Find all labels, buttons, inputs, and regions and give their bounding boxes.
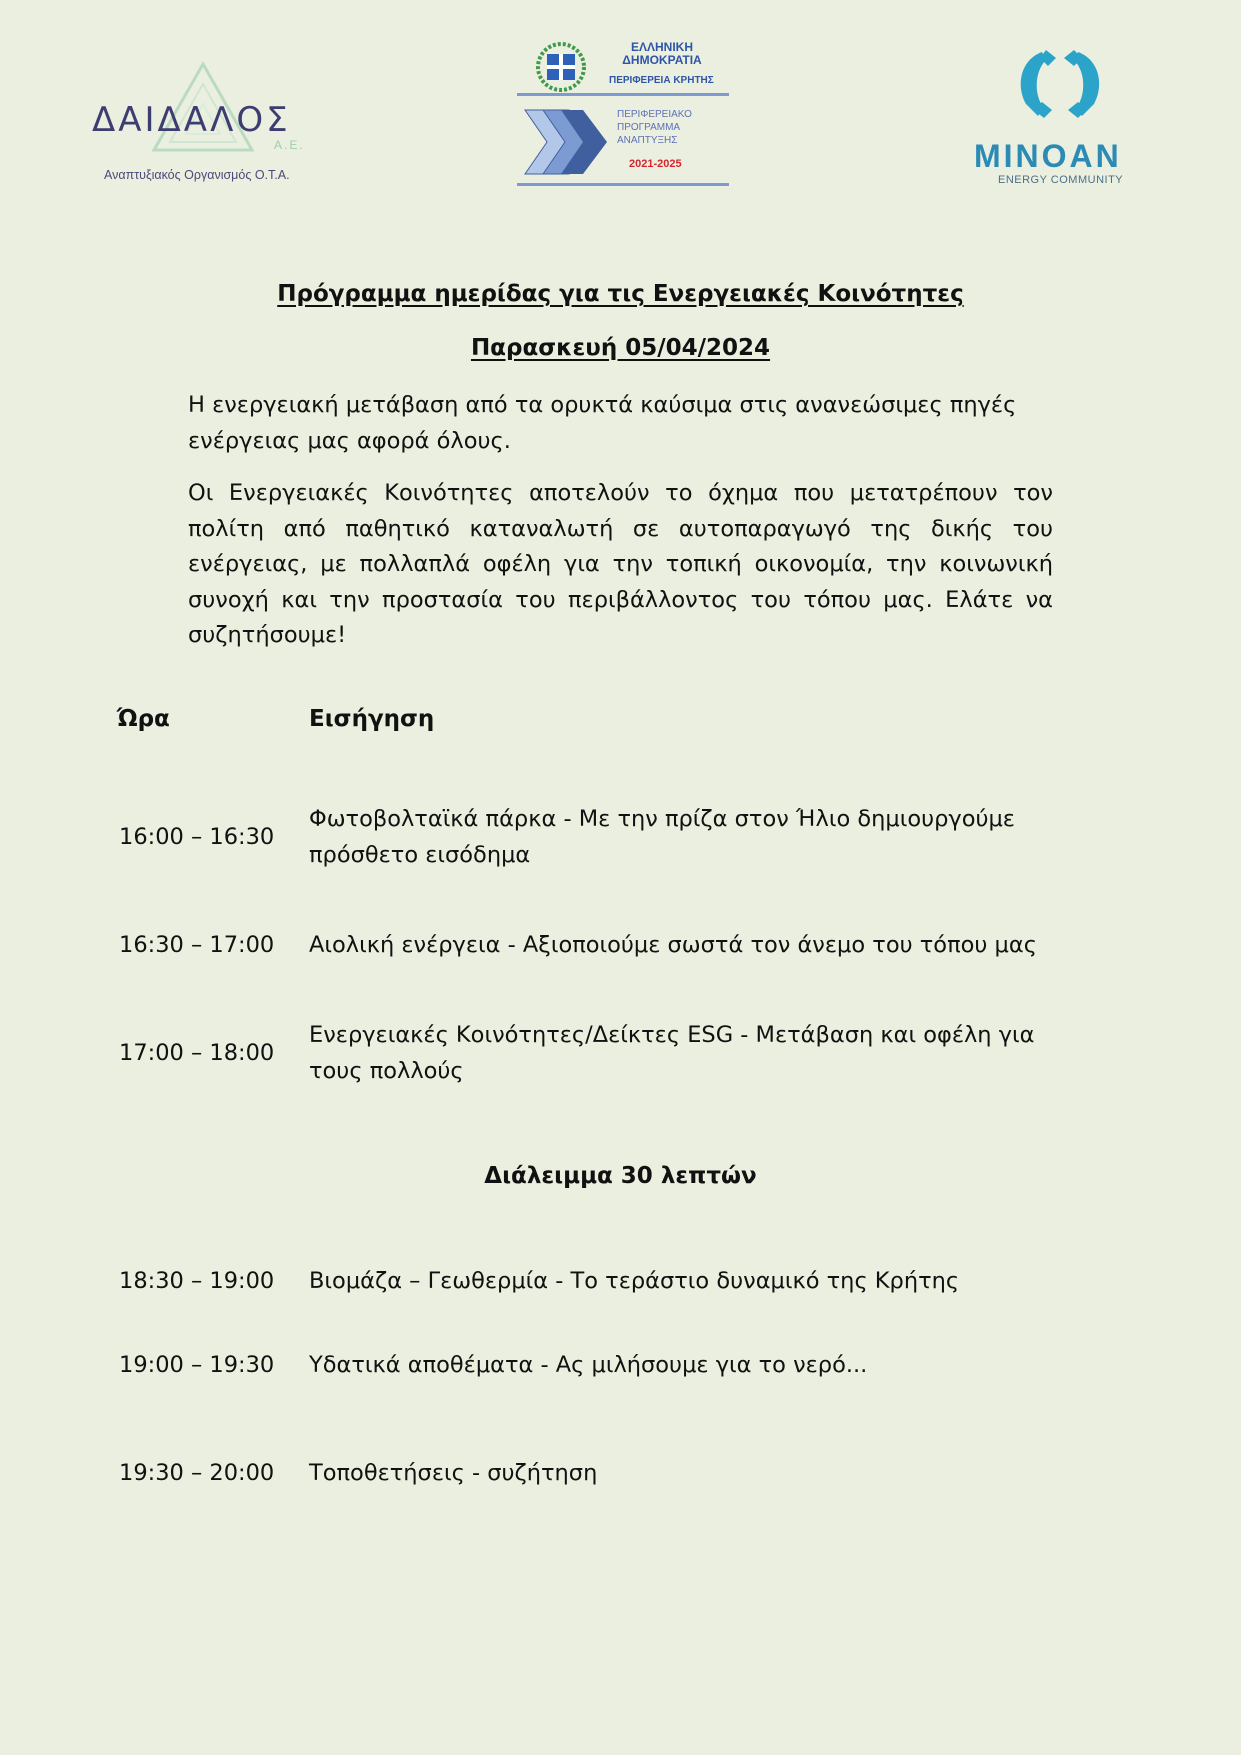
schedule-time: 16:30 – 17:00 [119,932,275,958]
intro-paragraph-1: Η ενεργειακή μετάβαση από τα ορυκτά καύσιμα στις ανανεώσιμες πηγές ενέργειας μας αφορά όλους. [188,392,1017,454]
daidalos-name: ΔΑΙΔΑΛΟΣ [92,100,291,140]
schedule-header-talk: Εισήγηση [309,706,435,732]
schedule-time: 19:00 – 19:30 [119,1352,275,1378]
program-label: ΠΕΡΙΦΕΡΕΙΑΚΟ ΠΡΟΓΡΑΜΜΑ ΑΝΑΠΤΥΞΗΣ [617,109,692,146]
schedule-talk: Βιομάζα – Γεωθερμία - Το τεράστιο δυναμικό της Κρήτης [309,1268,960,1294]
schedule-time: 19:30 – 20:00 [119,1460,275,1486]
schedule-talk: Ενεργειακές Κοινότητες/Δείκτες ESG - Μετάβαση και οφέλη για τους πολλούς [309,1022,1035,1084]
schedule-talk: Τοποθετήσεις - συζήτηση [309,1460,598,1486]
crete-region-logo [517,38,731,188]
schedule-talk: Αιολική ενέργεια - Αξιοποιούμε σωστά τον άνεμο του τόπου μας [309,932,1037,958]
schedule-talk: Υδατικά αποθέματα - Ας μιλήσουμε για το νερό... [309,1352,868,1378]
logo-rule [517,93,729,96]
daidalos-logo [88,58,308,188]
document-title: Πρόγραμμα ημερίδας για τις Ενεργειακές Κοινότητες [277,281,964,307]
logo-rule [517,183,729,186]
minoan-logo [970,46,1150,186]
chevrons-icon [523,106,615,178]
minoan-mark-icon [1012,46,1108,122]
minoan-name: MINOAN [974,138,1122,174]
schedule-talk: Φωτοβολταϊκά πάρκα - Με την πρίζα στον Ήλιο δημιουργούμε πρόσθετο εισόδημα [309,806,1015,868]
intro-paragraph-2: Οι Ενεργειακές Κοινότητες αποτελούν το όχημα που μετατρέπουν τον πολίτη από παθητικό καταναλωτή σε αυτοπαραγωγό της δικής του ενέργειας, με πολλαπλά οφέλη για την τοπική οικονομία, την κοινωνική συνοχή και την προστασία του περιβάλλοντος του τόπου μας. Ελάτε να συζητήσουμε! [188,480,1053,648]
greek-republic-label: ΕΛΛΗΝΙΚΗ ΔΗΜΟΚΡΑΤΙΑ [622,40,702,67]
daidalos-suffix: Α.Ε. [274,138,305,152]
document-date: Παρασκευή 05/04/2024 [470,335,771,361]
logo-header [0,0,1241,200]
daidalos-subtitle: Αναπτυξιακός Οργανισμός Ο.Τ.Α. [104,168,290,182]
program-years: 2021-2025 [629,158,682,170]
schedule-header-time: Ώρα [117,706,170,732]
minoan-subtitle: ENERGY COMMUNITY [998,174,1124,186]
greek-emblem-icon [533,42,589,92]
schedule-time: 17:00 – 18:00 [119,1040,275,1066]
schedule-time: 16:00 – 16:30 [119,824,275,850]
schedule-time: 18:30 – 19:00 [119,1268,275,1294]
break-label: Διάλειμμα 30 λεπτών [484,1163,757,1189]
region-label: ΠΕΡΙΦΕΡΕΙΑ ΚΡΗΤΗΣ [609,75,714,86]
